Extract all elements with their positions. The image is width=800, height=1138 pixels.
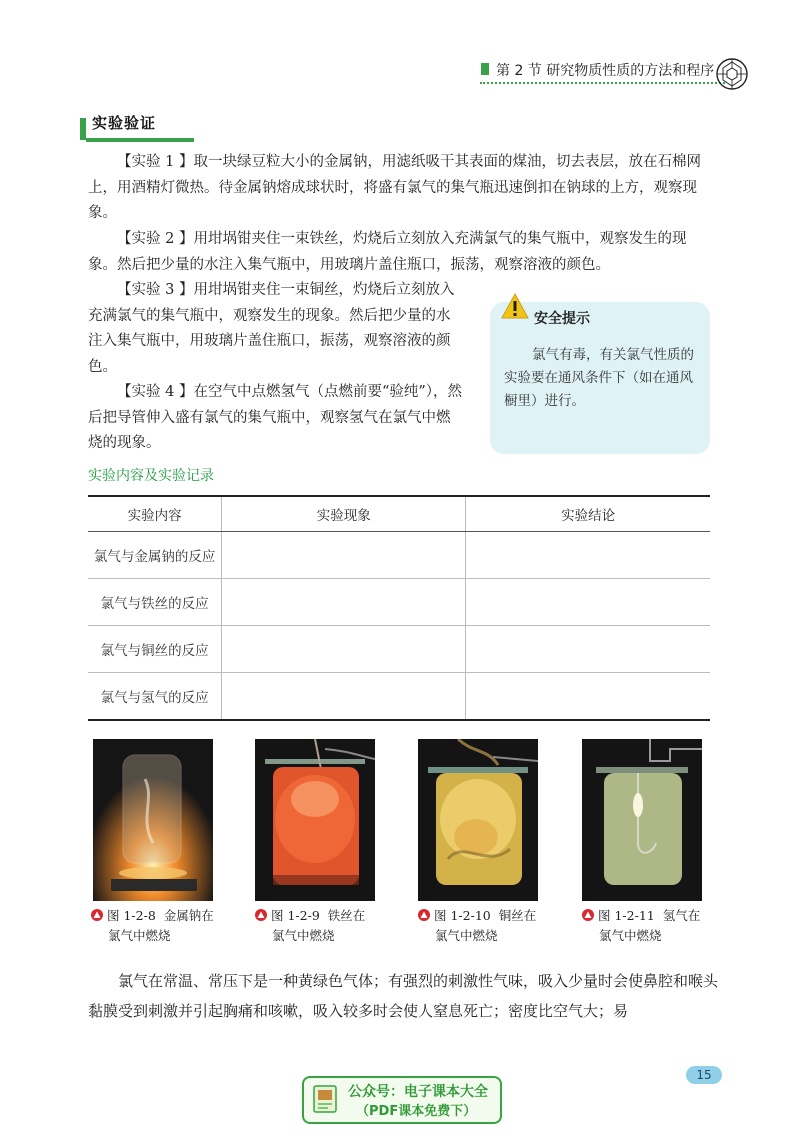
table-title: 实验内容及实验记录 <box>88 468 214 484</box>
page-number: 15 <box>686 1066 722 1084</box>
table-cell[interactable] <box>466 579 710 626</box>
header-dotted-rule <box>480 82 725 84</box>
figure-label: 图 1-2-9 <box>271 908 320 923</box>
figure-caption <box>582 906 732 946</box>
caption-triangle-icon <box>418 909 430 921</box>
figure-caption-line1: 铜丝在 <box>498 908 537 923</box>
safety-text: 氯气有毒，有关氯气性质的实验要在通风条件下（如在通风橱里）进行。 <box>504 347 694 409</box>
experiment-3-paragraph <box>88 278 464 380</box>
figure-caption <box>255 906 405 946</box>
figure-caption <box>91 906 241 946</box>
stamp-line2: （PDF课本免费下） <box>356 1104 477 1119</box>
experiment-1-paragraph <box>88 150 714 227</box>
running-header: 第 2 节 研究物质性质的方法和程序 <box>496 63 715 79</box>
table-header-row <box>88 496 710 532</box>
figure-caption-line2: 氯气中燃烧 <box>272 928 335 943</box>
experiment-tag: 【实验 1 】 <box>117 154 194 170</box>
figure-iron-photo <box>255 739 375 901</box>
table-row <box>88 532 710 579</box>
table-cell[interactable] <box>222 579 466 626</box>
experiment-text: 用坩埚钳夹住一束铁丝，灼烧后立刻放入充满氯气的集气瓶中，观察发生的现象。然后把少量的水注入集气瓶中，用玻璃片盖住瓶口，振荡，观察溶液的颜色。 <box>88 231 687 273</box>
figure-sodium-photo <box>93 739 213 901</box>
table-cell: 氯气与铁丝的反应 <box>88 579 222 626</box>
figure-hydrogen-photo <box>582 739 702 901</box>
table-row <box>88 673 710 721</box>
table-cell: 氯气与氢气的反应 <box>88 673 222 721</box>
figure-caption-line1: 金属钠在 <box>163 908 214 923</box>
figure-caption-line2: 氯气中燃烧 <box>108 928 171 943</box>
caption-triangle-icon <box>91 909 103 921</box>
figure-label: 图 1-2-11 <box>598 908 655 923</box>
heading-underline <box>86 138 194 142</box>
experiment-tag: 【实验 3 】 <box>117 282 194 298</box>
experiment-record-table <box>88 495 710 721</box>
section-heading <box>92 112 156 133</box>
table-cell[interactable] <box>466 532 710 579</box>
experiment-text: 在空气中点燃氢气（点燃前要“验纯”），然后把导管伸入盛有氯气的集气瓶中，观察氢气在氯气中燃烧的现象。 <box>88 384 463 451</box>
stamp-line1: 公众号：电子课本大全 <box>348 1084 488 1100</box>
figure-caption-line2: 氯气中燃烧 <box>435 928 498 943</box>
experiment-text: 取一块绿豆粒大小的金属钠，用滤纸吸干其表面的煤油，切去表层，放在石棉网上，用酒精灯微热。待金属钠熔成球状时，将盛有氯气的集气瓶迅速倒扣在钠球的上方，观察现象。 <box>88 154 701 221</box>
table-cell[interactable] <box>222 532 466 579</box>
header-marker <box>481 63 489 75</box>
warning-icon <box>500 292 530 322</box>
experiment-4-paragraph <box>88 380 464 457</box>
safety-tip-box <box>490 302 710 454</box>
figure-caption-line1: 铁丝在 <box>327 908 366 923</box>
column-header: 实验内容 <box>88 496 222 532</box>
experiment-tag: 【实验 4 】 <box>117 384 194 400</box>
figure-caption-line2: 氯气中燃烧 <box>599 928 662 943</box>
column-header: 实验现象 <box>222 496 466 532</box>
caption-triangle-icon <box>582 909 594 921</box>
experiment-text: 用坩埚钳夹住一束铜丝，灼烧后立刻放入充满氯气的集气瓶中，观察发生的现象。然后把少量的水注入集气瓶中，用玻璃片盖住瓶口，振荡，观察溶液的颜色。 <box>88 282 455 375</box>
figure-label: 图 1-2-10 <box>434 908 491 923</box>
safety-title: 安全提示 <box>534 311 590 327</box>
molecule-globe-icon <box>714 56 750 92</box>
table-row <box>88 579 710 626</box>
table-row <box>88 626 710 673</box>
watermark-stamp <box>302 1076 502 1124</box>
heading-bar <box>80 118 86 140</box>
figure-label: 图 1-2-8 <box>107 908 156 923</box>
figure-copper-photo <box>418 739 538 901</box>
table-cell[interactable] <box>466 673 710 721</box>
table-cell[interactable] <box>222 673 466 721</box>
figure-caption-line1: 氢气在 <box>662 908 701 923</box>
table-cell[interactable] <box>222 626 466 673</box>
body-paragraph: 氯气在常温、常压下是一种黄绿色气体；有强烈的刺激性气味，吸入少量时会使鼻腔和喉头黏膜受到刺激并引起胸痛和咳嗽，吸入较多时会使人窒息死亡；密度比空气大；易 <box>88 972 719 1020</box>
book-icon <box>312 1083 342 1115</box>
figure-caption <box>418 906 568 946</box>
table-cell[interactable] <box>466 626 710 673</box>
table-cell: 氯气与金属钠的反应 <box>88 532 222 579</box>
experiment-tag: 【实验 2 】 <box>117 231 194 247</box>
caption-triangle-icon <box>255 909 267 921</box>
section-title: 实验验证 <box>92 114 157 132</box>
table-cell: 氯气与铜丝的反应 <box>88 626 222 673</box>
column-header: 实验结论 <box>466 496 710 532</box>
experiment-2-paragraph <box>88 227 714 278</box>
